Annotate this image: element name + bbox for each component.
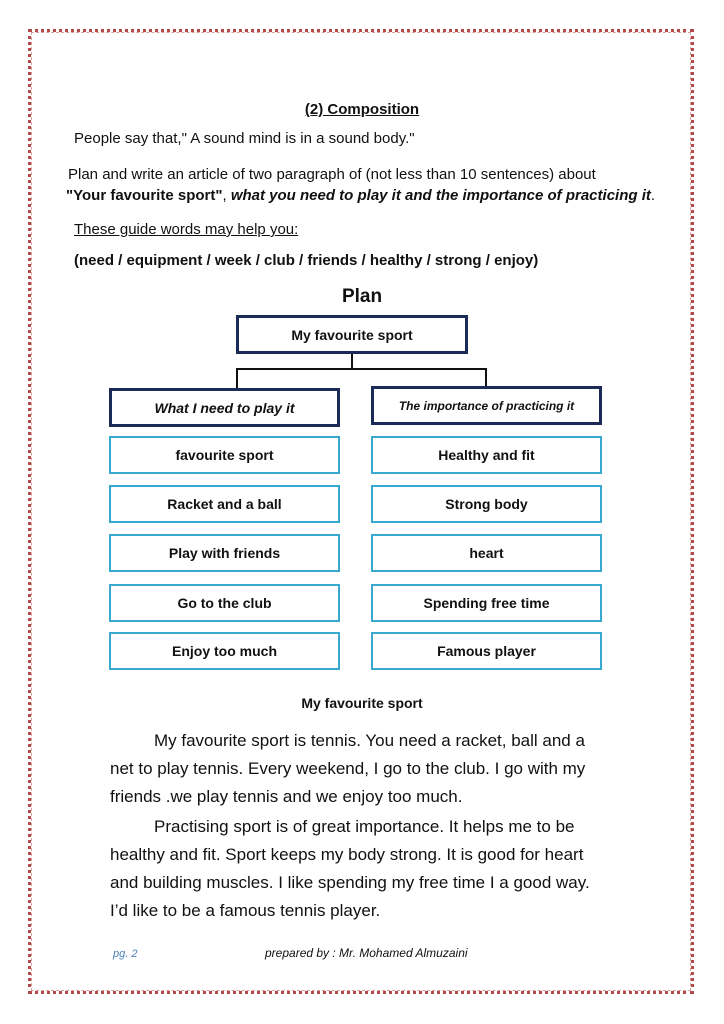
connector-vertical-left [236,368,238,388]
plan-left-item: Play with friends [109,534,340,572]
essay-paragraph-1 [110,727,620,811]
essay-line: I’d like to be a famous tennis player. [110,901,381,920]
instruction-line-2: "Your favourite sport", what you need to play it and the importance of practicing it. [66,187,656,204]
instruction-line-1: Plan and write an article of two paragraph of (not less than 10 sentences) about [68,166,596,183]
connector-vertical-right [485,368,487,386]
essay-line: net to play tennis. Every weekend, I go to the club. I go with my [110,759,586,778]
essay-paragraph-2 [110,813,620,925]
plan-left-item: Go to the club [109,584,340,622]
plan-left-item: Racket and a ball [109,485,340,523]
plan-right-item: Famous player [371,632,602,670]
plan-right-item: Healthy and fit [371,436,602,474]
page-number: pg. 2 [113,948,138,960]
essay-title: My favourite sport [301,695,423,711]
plan-left-item: favourite sport [109,436,340,474]
plan-right-item: heart [371,534,602,572]
essay-line: and building muscles. I like spending my free time I a good way. [110,873,590,892]
footer-author: prepared by : Mr. Mohamed Almuzaini [265,946,468,960]
quote-text: People say that," A sound mind is in a sound body." [74,130,415,147]
section-heading: (2) Composition [304,101,420,118]
plan-right-item: Strong body [371,485,602,523]
plan-right-item: Spending free time [371,584,602,622]
connector-vertical-main [351,354,353,369]
essay-line: My favourite sport is tennis. You need a racket, ball and a [154,731,585,750]
guide-words: (need / equipment / week / club / friends / healthy / strong / enjoy) [74,252,539,269]
topic-text: "Your favourite sport" [66,187,223,204]
plan-left-item: Enjoy too much [109,632,340,670]
plan-main-box: My favourite sport [236,315,468,354]
guide-label: These guide words may help you: [74,221,299,238]
essay-line: healthy and fit. Sport keeps my body strong. It is good for heart [110,845,584,864]
plan-left-head: What I need to play it [109,388,340,427]
essay-line: Practising sport is of great importance. It helps me to be [154,817,575,836]
connector-horizontal [236,368,487,370]
topic-details: what you need to play it and the importance of practicing it [230,187,651,204]
essay-line: friends .we play tennis and we enjoy too much. [110,787,463,806]
plan-right-head: The importance of practicing it [371,386,602,425]
plan-title: Plan [341,286,383,307]
